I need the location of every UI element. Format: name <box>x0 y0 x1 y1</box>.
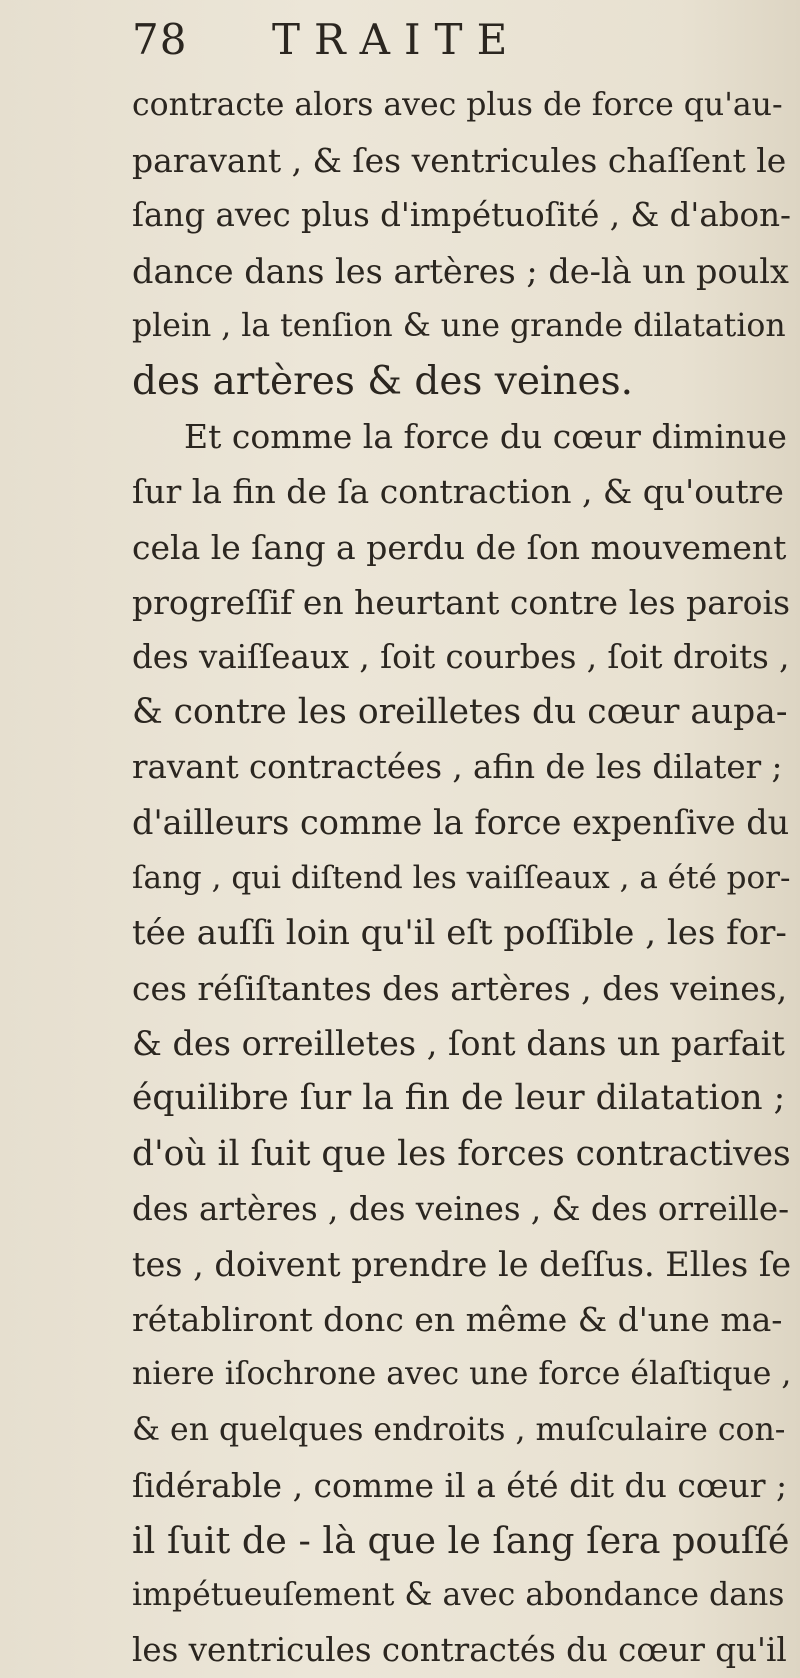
text-line: ſur la fin de ſa contraction , & qu'outre <box>132 472 784 512</box>
text-line: des vaiſſeaux , ſoit courbes , ſoit droits , <box>132 637 790 676</box>
text-line: rétabliront donc en même & d'une ma- <box>132 1300 783 1340</box>
text-line: & en quelques endroits , muſculaire con- <box>132 1411 786 1448</box>
text-line: ces réſiſtantes des artères , des veines, <box>132 969 788 1008</box>
page-number: 78 <box>132 15 188 64</box>
text-line: équilibre ſur la fin de leur dilatation ; <box>132 1078 786 1119</box>
paragraph-start-line: Et comme la force du cœur diminue <box>184 417 787 457</box>
text-line: les ventricules contractés du cœur qu'il <box>132 1631 787 1670</box>
text-line: ſang avec plus d'impétuoſité , & d'abon- <box>132 196 792 235</box>
text-line: ſang , qui diſtend les vaiſſeaux , a été por- <box>132 859 791 896</box>
text-line: ſidérable , comme il a été dit du cœur ; <box>132 1465 788 1505</box>
running-head: TRAITE <box>272 15 522 64</box>
text-line: ravant contractées , afin de les dilater ; <box>132 748 783 787</box>
page-header <box>132 12 792 68</box>
text-line: plein , la tenſion & une grande dilatation <box>132 307 786 344</box>
text-line: des artères , des veines , & des orreille- <box>132 1189 790 1228</box>
text-line: cela le ſang a perdu de ſon mouvement <box>132 527 787 567</box>
text-line: d'où il ſuit que les forces contractives <box>132 1133 791 1174</box>
text-line: dance dans les artères ; de-là un poulx <box>132 251 789 291</box>
text-line: d'ailleurs comme la force expenſive du <box>132 803 790 843</box>
text-line: contracte alors avec plus de force qu'au- <box>132 87 783 123</box>
text-line: paravant , & ſes ventricules chaſſent le <box>132 141 787 181</box>
body-text <box>132 78 792 1678</box>
text-line: tes , doivent prendre le deſſus. Elles ſe <box>132 1244 792 1284</box>
text-line: des artères & des veines. <box>132 358 634 404</box>
text-line: & des orreilletes , ſont dans un parfait <box>132 1024 785 1064</box>
text-line: progreſſif en heurtant contre les parois <box>132 582 791 622</box>
text-line: il ſuit de - là que le ſang ſera pouſſé <box>132 1518 790 1562</box>
text-line: niere iſochrone avec une force élaſtique , <box>132 1356 792 1393</box>
text-line: & contre les oreilletes du cœur aupa- <box>132 692 788 733</box>
text-line: impétueuſement & avec abondance dans <box>132 1577 785 1614</box>
text-line: tée auſſi loin qu'il eſt poſſible , les for- <box>132 912 787 953</box>
